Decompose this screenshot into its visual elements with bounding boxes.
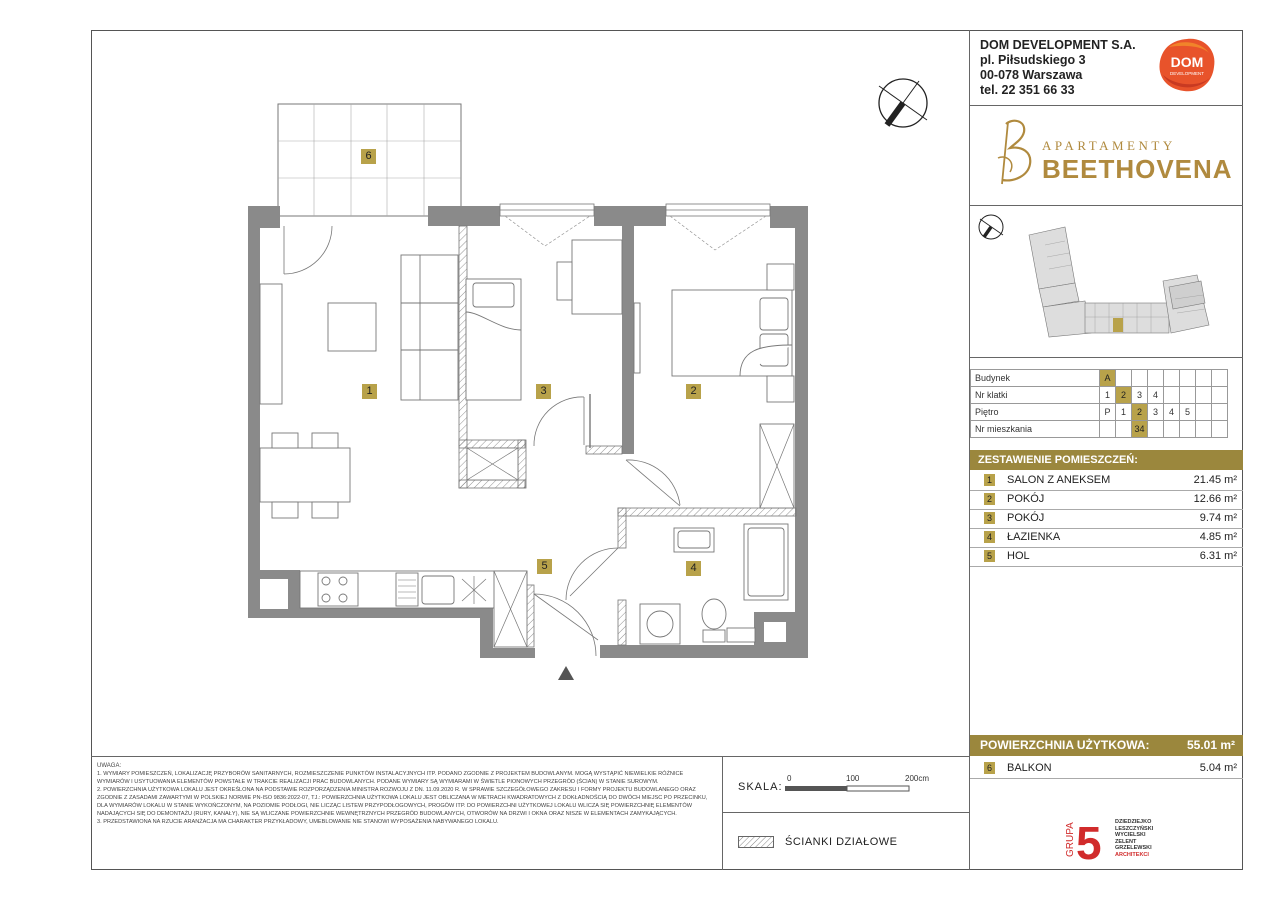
pietro-label: Piętro [971, 404, 1100, 421]
pietro-value: 5 [1180, 404, 1196, 421]
architect-line: DZIEDZIEJKO [1115, 819, 1152, 825]
brand-logo [992, 118, 1233, 190]
building-key-plan [1025, 225, 1221, 347]
grupa5-logo [1064, 819, 1112, 863]
brand-top-text: APARTAMENTY [1042, 138, 1176, 153]
total-area-bar [970, 735, 1243, 756]
divider [722, 812, 969, 813]
company-name: DOM DEVELOPMENT S.A. [980, 38, 1136, 52]
balcony-door [284, 226, 332, 274]
row-mieszkanie [971, 421, 1228, 438]
brand-monogram-icon [992, 118, 1040, 188]
company-address-line1: pl. Piłsudskiego 3 [980, 53, 1086, 67]
balcony-number: 6 [984, 762, 995, 774]
klatka-value: 3 [1132, 387, 1148, 404]
room-number: 1 [984, 474, 995, 486]
architect-names [1115, 819, 1153, 858]
divider [969, 205, 1243, 206]
klatka-value: 4 [1148, 387, 1164, 404]
notes-title: UWAGA: [97, 763, 122, 769]
room-tag-4: 4 [686, 561, 701, 576]
apartment-info-table [970, 369, 1228, 438]
room-number: 5 [984, 550, 995, 562]
klatka-value: 1 [1100, 387, 1116, 404]
company-phone: tel. 22 351 66 33 [980, 83, 1075, 97]
room-name: SALON Z ANEKSEM [1007, 474, 1111, 486]
shaft [764, 622, 786, 642]
scale-bar [785, 785, 913, 793]
budynek-value: A [1100, 370, 1116, 387]
room-name: POKÓJ [1007, 512, 1045, 524]
pietro-value: P [1100, 404, 1116, 421]
room-tag-5: 5 [537, 559, 552, 574]
logo-main-text: DOM [1170, 54, 1204, 70]
grupa-digit: 5 [1076, 819, 1102, 863]
brand-main-text: BEETHOVENA [1042, 154, 1233, 184]
note-item: 3. PRZEDSTAWIONA NA RZUCIE ARANŻACJA MA CHARAKTER PRZYKŁADOWY, UMEBLOWANIE NIE STANOWI WYPOSAŻENIA NABYWANEGO LOKALU. [97, 819, 499, 825]
room-tag-1: 1 [362, 384, 377, 399]
pietro-value: 1 [1116, 404, 1132, 421]
room-area: 21.45 m² [1193, 474, 1237, 486]
scale-tick-0: 0 [787, 774, 792, 783]
divider [722, 756, 723, 870]
scale-tick-200: 200cm [905, 774, 930, 783]
shaft [260, 579, 288, 609]
room-tag-6: 6 [361, 149, 376, 164]
room-tag-2: 2 [686, 384, 701, 399]
floor-plan [240, 100, 810, 690]
scale-label: SKALA: [738, 781, 783, 793]
pietro-value: 3 [1148, 404, 1164, 421]
divider [969, 105, 1243, 106]
keyplan-compass-icon [977, 213, 1005, 241]
logo-sub-text: DEVELOPMENT [1169, 71, 1205, 76]
grupa-vertical-text: GRUPA [1065, 822, 1076, 857]
room-area: 4.85 m² [1199, 531, 1237, 543]
room-area: 12.66 m² [1193, 493, 1237, 505]
room-tag-3: 3 [536, 384, 551, 399]
balcony-name: BALKON [1007, 762, 1052, 774]
klatka-label: Nr klatki [971, 387, 1100, 404]
pietro-value: 4 [1164, 404, 1180, 421]
legend-label: ŚCIANKI DZIAŁOWE [785, 836, 898, 848]
balcony-area: 5.04 m² [1199, 762, 1237, 774]
apartment-highlight [1113, 318, 1123, 332]
mieszkanie-value: 34 [1132, 421, 1148, 438]
room-name: POKÓJ [1007, 493, 1045, 505]
divider-notes [91, 756, 969, 757]
room-row [970, 490, 1243, 510]
row-budynek [971, 370, 1228, 387]
room-name: ŁAZIENKA [1007, 531, 1061, 543]
room-row [970, 547, 1243, 567]
room-row [970, 528, 1243, 548]
total-area-label: POWIERZCHNIA UŻYTKOWA: [980, 738, 1150, 752]
architect-line: LESZCZYŃSKI [1115, 825, 1154, 832]
dom-development-logo [1157, 37, 1217, 93]
room-area: 9.74 m² [1199, 512, 1237, 524]
architect-line: ARCHITEKCI [1115, 851, 1149, 858]
company-address-line2: 00-078 Warszawa [980, 68, 1083, 82]
partition-wall-legend-icon [738, 836, 774, 848]
pietro-value-selected: 2 [1132, 404, 1148, 421]
mieszkanie-label: Nr mieszkania [971, 421, 1100, 438]
balcony-row [970, 759, 1243, 779]
architect-line: GRZELEWSKI [1115, 845, 1152, 851]
total-area-value: 55.01 m² [1186, 738, 1235, 752]
north-compass-icon [875, 78, 935, 133]
room-number: 3 [984, 512, 995, 524]
room-name: HOL [1007, 550, 1030, 562]
company-info [980, 38, 1136, 98]
architect-line: WYCIELSKI [1115, 832, 1146, 838]
row-pietro [971, 404, 1228, 421]
room-row [970, 471, 1243, 491]
room-area: 6.31 m² [1199, 550, 1237, 562]
architect-line: ZELENT [1115, 838, 1137, 845]
rooms-header: ZESTAWIENIE POMIESZCZEŃ: [970, 450, 1243, 470]
room-number: 4 [984, 531, 995, 543]
room-number: 2 [984, 493, 995, 505]
row-klatka [971, 387, 1228, 404]
note-item: 2. POWIERZCHNIA UŻYTKOWA LOKALU JEST OKREŚLONA NA PODSTAWIE ROZPORZĄDZENIA MINISTRA ROZWOJU Z DN. 11.09.2020 R. W SPRAWIE SZCZEGÓŁOWEGO ZAKRESU I FORMY PROJEKTU BUDOWLANEGO ORAZ ZGODNIE Z ZASADAMI ZAWARTYMI W POLSKIEJ NORMIE PN-ISO 9836:2022-07, TJ.: POWIERZCHNIA UŻYTKOWA LOKALU JEST OBLICZANA W METRACH KWADRATOWYCH Z DOKŁADNOŚCIĄ DO DWÓCH MIEJSC PO PRZECINKU, DLA WYMIARÓW LOKALU W STANIE WYKOŃCZONYM, NA POZIOMIE PODŁOGI, NIE LICZĄC LISTEW PRZYPODŁOGOWYCH, PROGÓW ITP. DO POWIERZCHNI UŻYTKOWEJ LOKALU WLICZA SIĘ POWIERZCHNIĘ ELEMENTÓW NADAJĄCYCH SIĘ DO DEMONTAŻU (RURY, KANAŁY), NIE SĄ WLICZANE POWIERZCHNIE WEWNĘTRZNYCH PRZEGRÓD BUDOWLANYCH, OTWORÓW NA DRZWI I OKNA ORAZ NISZE W ELEMENTACH ZAMYKAJĄCYCH. [97, 787, 708, 817]
notes-block [97, 762, 717, 826]
klatka-value-selected: 2 [1116, 387, 1132, 404]
room-row [970, 509, 1243, 529]
budynek-label: Budynek [971, 370, 1100, 387]
divider [969, 357, 1243, 358]
entrance-arrow-icon [558, 666, 574, 680]
room2-furniture [634, 264, 794, 508]
living-furniture [260, 255, 458, 518]
note-item: 1. WYMIARY POMIESZCZEŃ, LOKALIZACJĘ PRZYBORÓW SANITARNYCH, ROZMIESZCZENIE PUNKTÓW INSTALACYJNYCH ITP. PODANO ZGODNIE Z PROJEKTEM BUDOWLANYM. MOGĄ WYSTĄPIĆ NIEWIELKIE RÓŻNICE WYMIARÓW I USYTUOWANIA ELEMENTÓW POWSTAŁE W TRAKCIE REALIZACJI PRAC BUDOWLANYCH. PODANE WYMIARY SĄ WYMIARAMI W ŚWIETLE PIONOWYCH PRZEGRÓD (ŚCIAN) W STANIE SUROWYM. [97, 771, 684, 785]
scale-tick-100: 100 [846, 774, 860, 783]
